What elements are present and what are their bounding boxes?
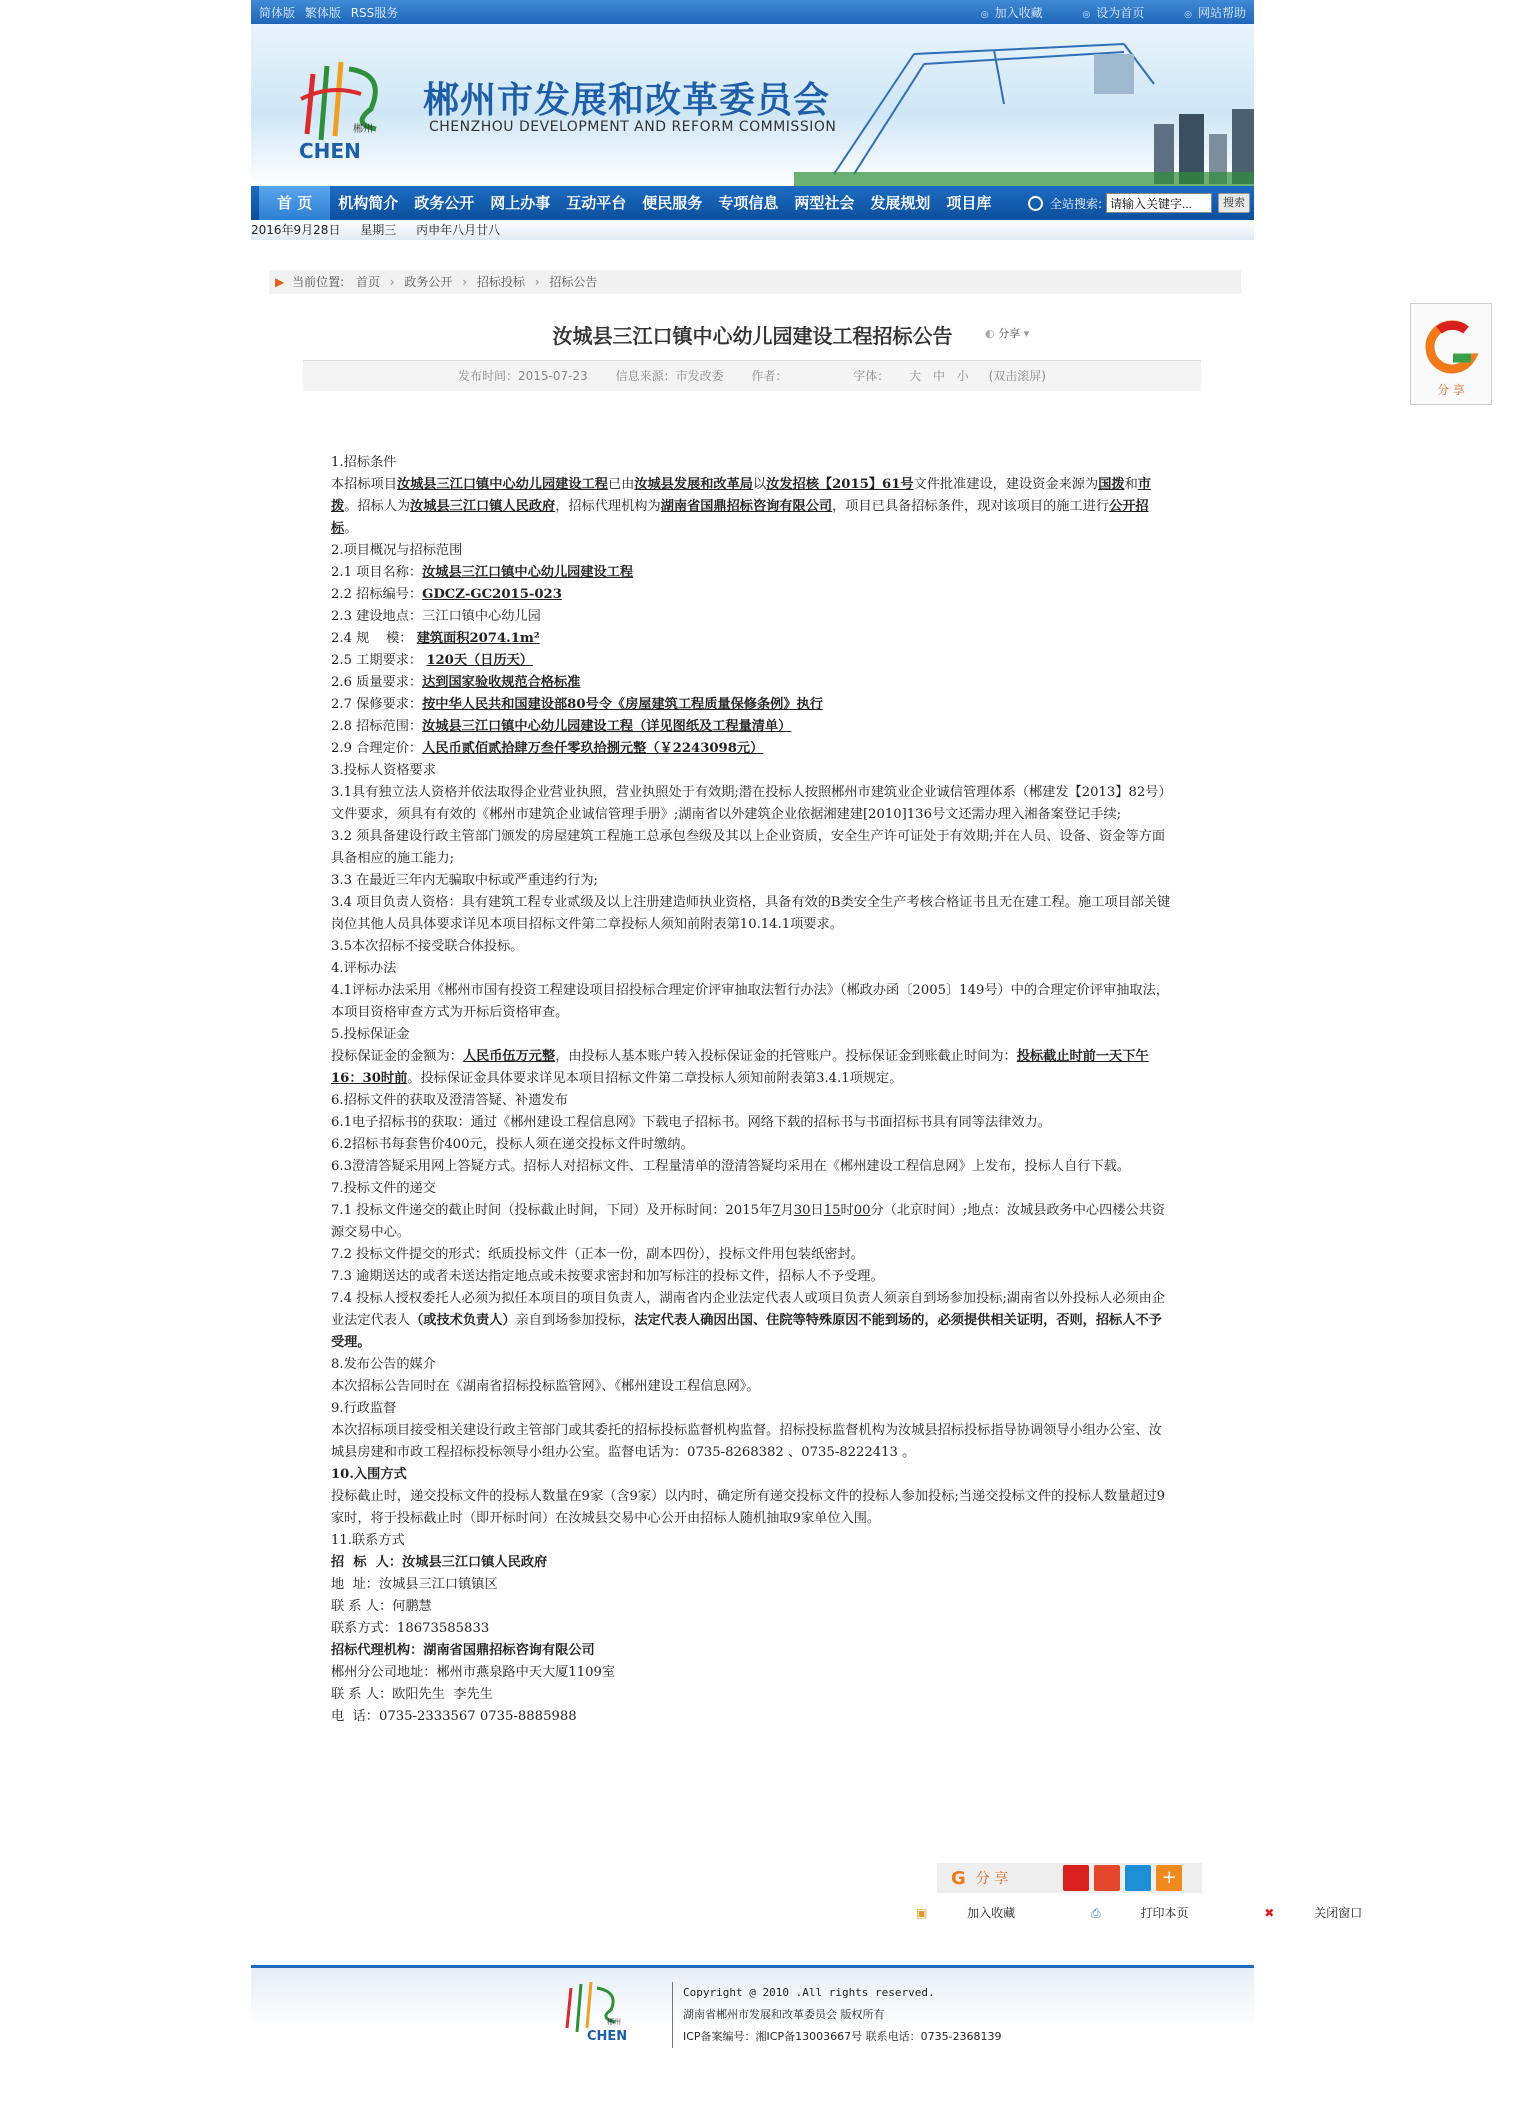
floating-share-button[interactable] (1410, 303, 1492, 405)
print-icon: ⎙ (1091, 1906, 1101, 1920)
chevron-down-icon: ▾ (1023, 327, 1030, 340)
favorite-icon: ▣ (916, 1906, 928, 1920)
footer-logo (555, 1980, 645, 2042)
date-bar (251, 220, 1254, 240)
section-heading: 7.投标文件的递交 (331, 1181, 436, 1196)
search-input[interactable] (1106, 193, 1212, 213)
share-people-daily-icon[interactable] (1063, 1865, 1089, 1891)
section-heading: 9.行政监督 (331, 1401, 397, 1416)
paragraph: 本招标项目汝城县三江口镇中心幼儿园建设工程已由汝城县发展和改革局以汝发招核【2015】61号文件批准建设，建设资金来源为国拨和市拨。招标人为汝城县三江口镇人民政府，招标代理机构为湖南省国鼎招标咨询有限公司，项目已具备招标条件，现对该项目的施工进行公开招标。 (331, 477, 1151, 536)
link-site-help[interactable]: ◎ 网站帮助 (1184, 6, 1246, 20)
publish-time: 发布时间：2015-07-23 (457, 369, 588, 383)
contact-line: 地 址：汝城县三江口镇镇区 (331, 1577, 498, 1592)
logo-text-en: CHEN (299, 139, 361, 163)
section-heading: 10.入围方式 (331, 1467, 407, 1482)
share-qzone-icon[interactable] (1125, 1865, 1151, 1891)
breadcrumb-bidding[interactable]: 招标投标 (476, 275, 525, 289)
paragraph: 6.3澄清答疑采用网上答疑方式。招标人对招标文件、工程量清单的澄清答疑均采用在《郴州建设工程信息网》上发布，投标人自行下载。 (331, 1159, 1131, 1174)
paragraph: 本次招标项目接受相关建设行政主管部门或其委托的招标投标监督机构监督。招标投标监督机构为汝城县招标投标指导协调领导小组办公室、汝城县房建和市政工程招标投标领导小组办公室。监督电话为：0735-8268382 、0735-8222413 。 (331, 1423, 1162, 1460)
paragraph: 7.3 逾期送达的或者未送达指定地点或未按要求密封和加写标注的投标文件，招标人不予受理。 (331, 1269, 884, 1284)
section-heading: 2.项目概况与招标范围 (331, 543, 463, 558)
search-label: 全站搜索: (1049, 196, 1102, 211)
close-icon: ✖ (1264, 1906, 1275, 1920)
footer-logo-text-en: CHEN (587, 2029, 628, 2042)
author: 作者： (751, 369, 788, 383)
action-print[interactable]: ⎙ 打印本页 (1091, 1906, 1189, 1920)
section-heading: 4.评标办法 (331, 961, 397, 976)
link-traditional[interactable]: 繁体版 (304, 5, 341, 20)
paragraph: 3.1具有独立法人资格并依法取得企业营业执照，营业执照处于有效期;潜在投标人按照郴州市建筑业企业诚信管理体系（郴建发【2013】82号）文件要求，须具有有效的《郴州市建筑企业诚信管理手册》;湖南省以外建筑企业依据湘建建[2010]136号文还需办理入湘备案登记手续; (331, 785, 1172, 822)
paragraph: 3.4 项目负责人资格：具有建筑工程专业贰级及以上注册建造师执业资格，具备有效的B类安全生产考核合格证书且无在建工程。施工项目部关键岗位其他人员具体要求详见本项目招标文件第二章投标人须知前附表第10.14.1项要求。 (331, 895, 1171, 932)
page-wrapper (251, 0, 1254, 240)
nav-special-info[interactable]: 专项信息 (718, 194, 779, 212)
action-close[interactable]: ✖ 关闭窗口 (1264, 1906, 1363, 1920)
contact-line: 郴州分公司地址：郴州市燕泉路中天大厦1109室 (331, 1665, 616, 1680)
contact-line: 招标代理机构：湖南省国鼎招标咨询有限公司 (331, 1643, 595, 1658)
footer-info (672, 1982, 1002, 2048)
site-logo[interactable] (291, 54, 401, 164)
share-weibo-icon[interactable] (1094, 1865, 1120, 1891)
footer-icp: ICP备案编号：湘ICP备13003667号 联系电话：0735-2368139 (683, 2030, 1002, 2043)
breadcrumb-sep-icon: › (389, 275, 395, 289)
action-add-favorite[interactable]: ▣ 加入收藏 (916, 1906, 1016, 1920)
list-item: 2.9 合理定价：人民币贰佰贰拾肆万叁仟零玖拾捌元整（￥2243098元） (331, 741, 764, 756)
font-size-label: 字体： (853, 369, 890, 383)
paragraph: 6.2招标书每套售价400元，投标人须在递交投标文件时缴纳。 (331, 1137, 694, 1152)
header-banner (251, 24, 1254, 186)
list-item: 2.5 工期要求： 120天（日历天） (331, 653, 533, 668)
section-heading: 11.联系方式 (331, 1533, 405, 1548)
nav-government-affairs[interactable]: 政务公开 (414, 194, 475, 212)
footer-owner: 湖南省郴州市发展和改革委员会 版权所有 (683, 2008, 885, 2021)
contact-line: 电 话：0735-2333567 0735-8885988 (331, 1709, 577, 1724)
share-icon: ◐ (985, 327, 995, 340)
crane-skyline-image (794, 24, 1254, 186)
contact-line: 联 系 人：欧阳先生 李先生 (331, 1687, 493, 1702)
info-source: 信息来源：市发改委 (615, 369, 724, 383)
floating-share-label: 分 享 (1437, 383, 1465, 397)
nav-online-services[interactable]: 网上办事 (490, 194, 551, 212)
lunar-date: 丙申年八月廿八 (416, 223, 501, 237)
section-heading: 3.投标人资格要求 (331, 763, 436, 778)
page-actions (916, 1904, 1434, 1921)
paragraph: 6.1电子招标书的获取：通过《郴州建设工程信息网》下载电子招标书。网络下载的招标书与书面招标书具有同等法律效力。 (331, 1115, 1051, 1130)
article-meta (303, 360, 1201, 391)
nav-development-planning[interactable]: 发展规划 (870, 194, 931, 212)
breadcrumb (269, 270, 1241, 294)
dblclick-scroll-hint: (双击滚屏) (988, 369, 1046, 383)
list-item: 2.8 招标范围：汝城县三江口镇中心幼儿园建设工程（详见图纸及工程量清单） (331, 719, 792, 734)
link-rss[interactable]: RSS服务 (350, 5, 399, 20)
paragraph: 本次招标公告同时在《湖南省招标投标监管网》、《郴州建设工程信息网》。 (331, 1379, 760, 1394)
article-share-button[interactable] (985, 325, 1029, 341)
paragraph: 7.4 投标人授权委托人必须为拟任本项目的项目负责人，湖南省内企业法定代表人或项目负责人须亲自到场参加投标;湖南省以外投标人必须由企业法定代表人（或技术负责人）亲自到场参加投标，法定代表人确因出国、住院等特殊原因不能到场的，必须提供相关证明，否则，招标人不予受理。 (331, 1291, 1166, 1350)
section-heading: 5.投标保证金 (331, 1027, 410, 1042)
breadcrumb-label: 当前位置: (292, 275, 345, 289)
link-add-favorite[interactable]: ◎ 加入收藏 (981, 6, 1043, 20)
paragraph: 7.2 投标文件提交的形式：纸质投标文件（正本一份，副本四份），投标文件用包装纸密封。 (331, 1247, 864, 1262)
breadcrumb-sep-icon: › (462, 275, 468, 289)
search-button[interactable]: 搜索 (1218, 193, 1250, 213)
list-item: 2.1 项目名称：汝城县三江口镇中心幼儿园建设工程 (331, 565, 634, 580)
nav-project-library[interactable]: 项目库 (946, 194, 992, 212)
share-label: 分享 (998, 327, 1021, 340)
list-item: 2.6 质量要求：达到国家验收规范合格标准 (331, 675, 581, 690)
list-item: 2.7 保修要求：按中华人民共和国建设部80号令《房屋建筑工程质量保修条例》执行 (331, 697, 823, 712)
breadcrumb-gov-affairs[interactable]: 政务公开 (404, 275, 453, 289)
contact-line: 联 系 人：何鹏慧 (331, 1599, 432, 1614)
site-subtitle: CHENZHOU DEVELOPMENT AND REFORM COMMISSION (429, 119, 837, 135)
font-size-large[interactable]: 大 (909, 369, 922, 383)
site-search (1028, 193, 1254, 213)
search-icon (1028, 196, 1043, 211)
section-heading: 8.发布公告的媒介 (331, 1357, 436, 1372)
paragraph: 4.1评标办法采用《郴州市国有投资工程建设项目招投标合理定价评审抽取法暂行办法》（郴政办函〔2005〕149号）中的合理定价评审抽取法，本项目资格审查方式为开标后资格审查。 (331, 983, 1169, 1020)
article-body (331, 452, 1174, 1728)
contact-line: 招 标 人：汝城县三江口镇人民政府 (331, 1555, 548, 1570)
breadcrumb-home[interactable]: 首页 (355, 275, 380, 289)
paragraph: 3.5本次招标不接受联合体投标。 (331, 939, 524, 954)
nav-public-services[interactable]: 便民服务 (642, 194, 703, 212)
top-utility-bar (251, 0, 1254, 24)
footer-logo-text: 郴州 (607, 2018, 621, 2026)
link-set-homepage[interactable]: ◎ 设为首页 (1082, 6, 1144, 20)
share-logo-icon: G (951, 1867, 966, 1889)
share-bar (937, 1863, 1202, 1893)
section-heading: 1.招标条件 (331, 455, 397, 470)
paragraph: 3.3 在最近三年内无骗取中标或严重违约行为; (331, 873, 598, 888)
share-more-icon[interactable]: + (1156, 1865, 1182, 1891)
section-heading: 6.招标文件的获取及澄清答疑、补遗发布 (331, 1093, 568, 1108)
list-item: 2.4 规 模： 建筑面积2074.1m² (331, 631, 540, 646)
link-simplified[interactable]: 简体版 (259, 5, 296, 20)
list-item: 2.3 建设地点：三江口镇中心幼儿园 (331, 609, 541, 624)
paragraph: 投标截止时，递交投标文件的投标人数量在9家（含9家）以内时，确定所有递交投标文件的投标人参加投标;当递交投标文件的投标人数量超过9家时，将于投标截止时（即开标时间）在汝城县交易中心公开由招标人随机抽取9家单位入围。 (331, 1489, 1166, 1526)
breadcrumb-sep-icon: › (534, 275, 540, 289)
paragraph: 7.1 投标文件递交的截止时间（投标截止时间，下同）及开标时间：2015年7月30日15时00分（北京时间）;地点：汝城县政务中心四楼公共资源交易中心。 (331, 1203, 1166, 1240)
font-size-small[interactable]: 小 (956, 369, 969, 383)
current-weekday: 星期三 (360, 223, 397, 237)
nav-interaction[interactable]: 互动平台 (566, 194, 627, 212)
paragraph: 投标保证金的金额为：人民币伍万元整，由投标人基本账户转入投标保证金的托管账户。投标保证金到账截止时间为：投标截止时前一天下午16：30时前。投标保证金具体要求详见本项目招标文件第二章投标人须知前附表第3.4.1项规定。 (331, 1049, 1149, 1086)
current-date: 2016年9月28日 (251, 223, 341, 237)
breadcrumb-arrow-icon: ▶ (275, 275, 285, 289)
main-nav (251, 186, 1254, 220)
nav-about[interactable]: 机构简介 (338, 194, 399, 212)
site-title: 郴州市发展和改革委员会 (423, 79, 831, 121)
font-size-medium[interactable]: 中 (932, 369, 945, 383)
nav-home[interactable]: 首 页 (259, 186, 330, 220)
logo-text: 郴州 (353, 124, 373, 135)
article-title: 汝城县三江口镇中心幼儿园建设工程招标公告 (552, 324, 953, 348)
breadcrumb-current[interactable]: 招标公告 (549, 275, 598, 289)
list-item: 2.2 招标编号：GDCZ-GC2015-023 (331, 587, 562, 602)
nav-two-type-society[interactable]: 两型社会 (794, 194, 855, 212)
share-logo-icon (1411, 308, 1491, 388)
contact-line: 联系方式：18673585833 (331, 1621, 490, 1636)
share-bar-label[interactable]: 分 享 (975, 1871, 1009, 1887)
paragraph: 3.2 须具备建设行政主管部门颁发的房屋建筑工程施工总承包叁级及其以上企业资质，安全生产许可证处于有效期;并在人员、设备、资金等方面具备相应的施工能力; (331, 829, 1166, 866)
footer-copyright: Copyright @ 2010 .All rights reserved. (683, 1986, 935, 1999)
